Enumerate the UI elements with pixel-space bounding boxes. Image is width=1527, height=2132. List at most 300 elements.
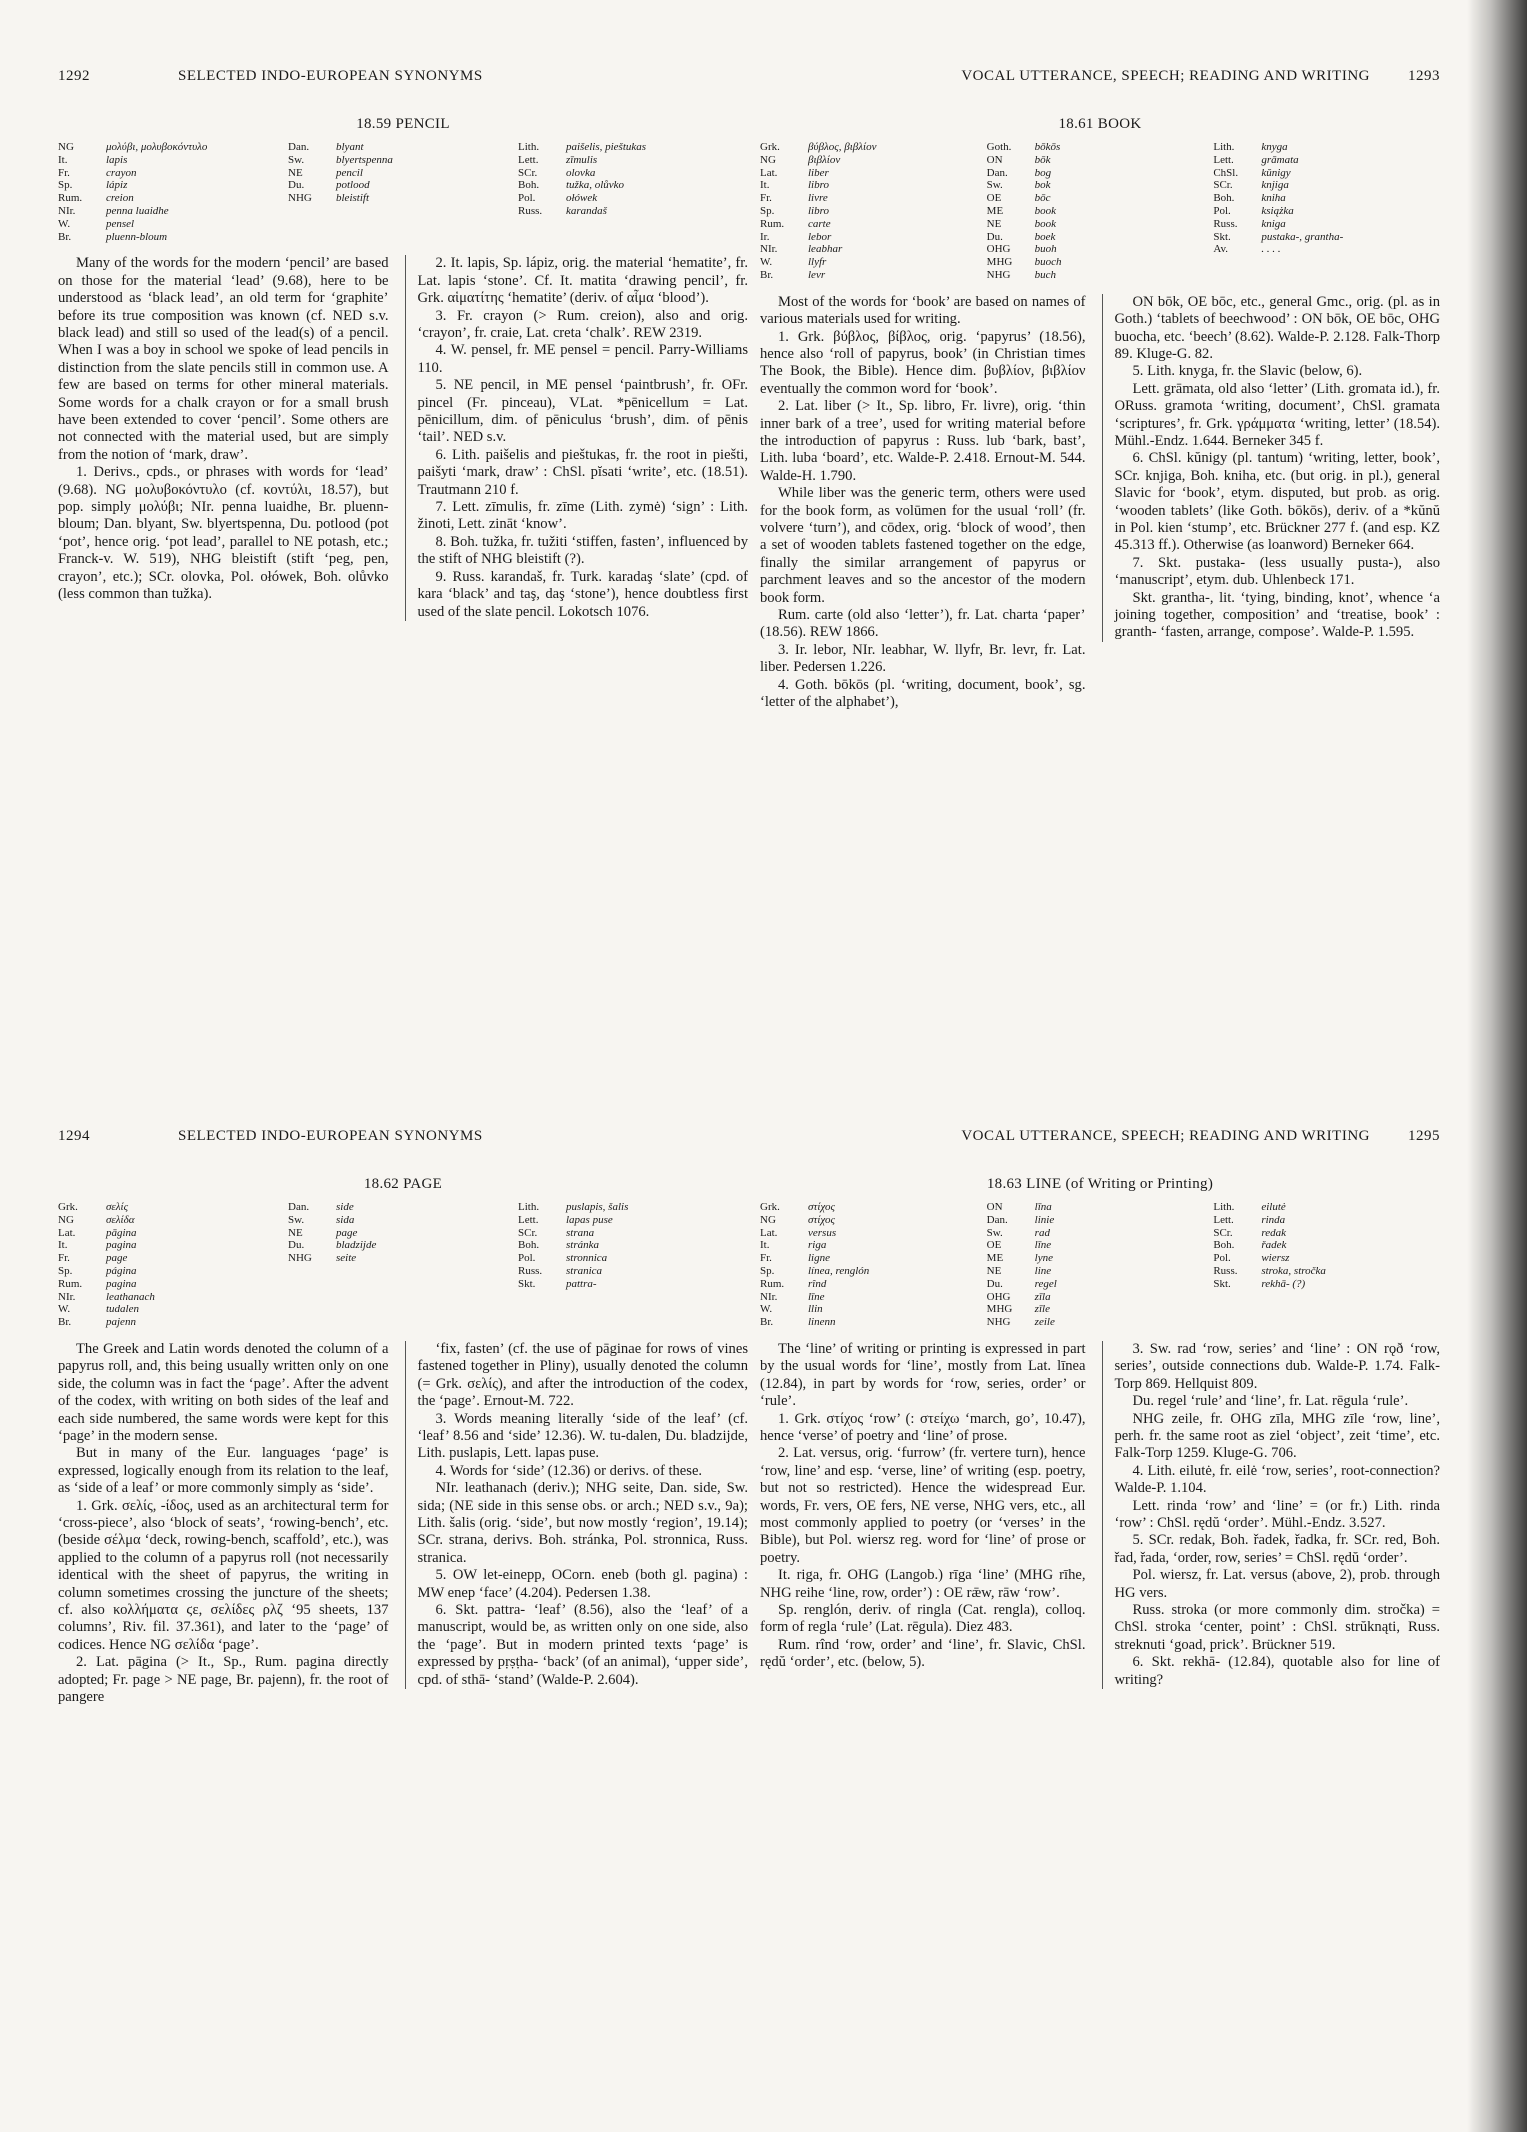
synonym-word: levr: [808, 268, 826, 281]
book-binding-shadow: [1467, 0, 1527, 2132]
synonym-word: pagina: [106, 1277, 137, 1290]
synonym-row: [1213, 1227, 1440, 1240]
synonym-row: [1213, 205, 1440, 218]
language-abbrev: SCr.: [518, 1226, 538, 1239]
synonym-word: pluenn-bloum: [106, 230, 168, 243]
synonym-row: [58, 231, 288, 244]
language-abbrev: Lith.: [1213, 1201, 1235, 1213]
synonym-column: [1213, 1201, 1440, 1329]
synonym-word: redak: [1261, 1226, 1286, 1239]
language-abbrev: Sp.: [760, 204, 775, 217]
paragraph: 5. Lith. knyga, fr. the Slavic (below, 6).: [1132, 363, 1363, 380]
section-title: 18.63 LINE (of Writing or Printing): [986, 1176, 1214, 1192]
paragraph: 4. Words for ‘side’ (12.36) or derivs. of these.: [435, 1462, 703, 1479]
text-column-right: [1102, 294, 1441, 642]
section-title: 18.62 PAGE: [363, 1176, 443, 1192]
language-abbrev: Sp.: [760, 1264, 775, 1277]
language-abbrev: Pol.: [518, 1252, 536, 1265]
synonym-row: [760, 192, 987, 205]
synonym-word: ołówek: [566, 192, 598, 205]
page-number: 1294: [58, 1128, 90, 1144]
synonym-word: lyne: [1034, 1252, 1053, 1265]
synonym-word: llyfr: [808, 256, 827, 269]
language-abbrev: Boh.: [1213, 192, 1235, 205]
language-abbrev: OE: [986, 192, 1002, 205]
synonym-row: [518, 1201, 748, 1214]
synonym-word: penna luaidhe: [106, 204, 169, 217]
synonym-word: pāgina: [106, 1226, 137, 1239]
paragraph: 3. Sw. rad ‘row, series’ and ‘line’ : ON rǫð ‘row, series’, outside connections dub. Walde-P. 1.74. Falk-Torp 869. Hellquist 809.: [1114, 1340, 1440, 1392]
paragraph: 3. Words meaning literally ‘side of the leaf’ (cf. ‘leaf’ 8.56 and ‘side’ 12.36). W. tu-dalen, Du. bladzijde, Lith. puslapis, Lett. lapas puse.: [417, 1410, 748, 1462]
synonym-word: riga: [808, 1239, 827, 1252]
synonym-word: lapis: [106, 153, 128, 166]
paragraph: 6. Skt. pattra- ‘leaf’ (8.56), also the ‘leaf’ of a manuscript, would be, as written only on one side, also the ‘page’. But in modern printed texts ‘page’ is expressed by pṛṣṭha- ‘back’ (of an animal), ‘upper side’, cpd. of sthā- ‘stand’ (Walde-P. 2.604).: [417, 1602, 748, 1688]
synonym-row: [760, 1252, 987, 1265]
synonym-word: kniha: [1261, 192, 1286, 205]
synonym-row: [288, 1201, 518, 1214]
paragraph: But in many of the Eur. languages ‘page’ is expressed, logically enough from its relation to the leaf, as ‘side of a leaf’ or more commonly simply as ‘side’.: [58, 1445, 389, 1497]
synonym-row: [518, 1214, 748, 1227]
paragraph: Sp. renglón, deriv. of ringla (Cat. rengla), colloq. form of regla ‘rule’ (Lat. rēgula). Diez 483.: [760, 1602, 1086, 1636]
language-abbrev: SCr.: [1213, 179, 1233, 192]
synonym-word: buoh: [1034, 243, 1057, 256]
synonym-column: [987, 141, 1214, 282]
language-abbrev: NHG: [986, 1316, 1011, 1329]
synonym-word: ligne: [808, 1252, 830, 1265]
language-abbrev: Sp.: [58, 1264, 73, 1277]
synonym-word: kniga: [1261, 217, 1286, 230]
synonym-word: bōk: [1034, 153, 1051, 166]
synonym-word: σελίς: [106, 1201, 129, 1213]
language-abbrev: NG: [58, 1213, 74, 1226]
language-abbrev: NIr.: [58, 204, 76, 217]
language-abbrev: Boh.: [518, 1239, 540, 1252]
synonym-row: [58, 1201, 288, 1214]
synonym-word: rad: [1034, 1226, 1050, 1239]
synonym-word: leathanach: [106, 1290, 155, 1303]
language-abbrev: Fr.: [760, 192, 772, 205]
language-abbrev: NIr.: [58, 1290, 76, 1303]
synonym-word: linenn: [808, 1316, 836, 1329]
language-abbrev: Rum.: [58, 1277, 83, 1290]
synonym-row: [1213, 1265, 1440, 1278]
synonym-word: buch: [1034, 268, 1057, 281]
paragraph: NIr. leathanach (deriv.); NHG seite, Dan. side, Sw. sida; (NE side in this sense obs. or arch.; NED s.v., 9a); Lith. šalis (orig. ‘side’, but now mostly ‘region’, 19.14); SCr. strana, derivs. Boh. stránka, Pol. stronnica, Russ. stranica.: [417, 1480, 748, 1566]
synonym-row: [518, 1278, 748, 1291]
paragraph: Lett. rinda ‘row’ and ‘line’ = (or fr.) Lith. rinda ‘row’ : ChSl. rędŭ ‘order’. Mühl.-Endz. 3.527.: [1114, 1497, 1440, 1532]
language-abbrev: NG: [760, 1213, 776, 1226]
synonym-word: line: [1034, 1264, 1052, 1277]
synonym-word: grāmata: [1261, 153, 1299, 166]
synonym-word: versus: [808, 1226, 837, 1239]
synonym-row: [58, 1278, 288, 1291]
synonym-row: [288, 167, 518, 180]
synonym-row: [760, 1214, 987, 1227]
synonym-word: page: [106, 1252, 128, 1265]
synonym-row: [1213, 1214, 1440, 1227]
synonym-row: [1213, 243, 1440, 256]
language-abbrev: NE: [986, 217, 1002, 230]
synonym-word: libro: [808, 179, 829, 192]
synonym-row: [518, 179, 748, 192]
synonym-word: eilutė: [1261, 1201, 1286, 1213]
synonym-word: strana: [566, 1226, 595, 1239]
language-abbrev: MHG: [986, 1303, 1013, 1316]
paragraph: 5. SCr. redak, Boh. řadek, řadka, fr. SCr. red, Boh. řad, řada, ‘order, row, series’ = ChSl. rędŭ ‘order’.: [1114, 1532, 1440, 1566]
text-column-left: [760, 294, 1086, 712]
synonym-row: [58, 141, 288, 154]
synonym-word: zīle: [1034, 1303, 1050, 1316]
paragraph: 7. Skt. pustaka- (less usually pusta-), also ‘manuscript’, etym. dub. Uhlenbeck 171.: [1114, 554, 1440, 589]
synonym-word: zīmulis: [566, 153, 598, 166]
language-abbrev: Grk.: [760, 1201, 780, 1213]
synonym-row: [518, 1239, 748, 1252]
language-abbrev: Rum.: [760, 217, 785, 230]
synonym-word: libro: [808, 204, 829, 217]
language-abbrev: Av.: [1213, 243, 1229, 256]
language-abbrev: OHG: [986, 1290, 1011, 1303]
language-abbrev: Boh.: [1213, 1239, 1235, 1252]
synonym-row: [58, 1214, 288, 1227]
language-abbrev: Sw.: [288, 153, 305, 166]
synonym-row: [987, 269, 1214, 282]
synonym-row: [760, 1227, 987, 1240]
synonym-word: bok: [1034, 179, 1051, 192]
synonym-column: [1213, 141, 1440, 282]
synonym-row: [518, 1252, 748, 1265]
synonym-word: kŭnigy: [1261, 166, 1291, 179]
language-abbrev: It.: [58, 1239, 68, 1252]
language-abbrev: ME: [986, 1252, 1004, 1265]
synonym-row: [518, 167, 748, 180]
language-abbrev: OE: [986, 1239, 1002, 1252]
paragraph: Most of the words for ‘book’ are based on names of various materials used for writing.: [760, 293, 1086, 328]
synonym-row: [1213, 1239, 1440, 1252]
synonym-table: [760, 1201, 1440, 1329]
synonym-row: [987, 179, 1214, 192]
synonym-word: στίχος: [808, 1213, 835, 1226]
synonym-word: στίχος: [808, 1201, 835, 1213]
language-abbrev: Skt.: [1213, 1277, 1231, 1290]
synonym-word: carte: [808, 217, 831, 230]
language-abbrev: ChSl.: [1213, 166, 1239, 179]
synonym-table: [760, 141, 1440, 282]
synonym-column: [58, 1201, 288, 1329]
synonym-word: zeile: [1034, 1316, 1055, 1329]
language-abbrev: Lith.: [1213, 141, 1235, 153]
synonym-word: blyertspenna: [336, 153, 393, 166]
synonym-row: [518, 1265, 748, 1278]
synonym-word: buoch: [1034, 256, 1062, 269]
body-text: [58, 255, 748, 621]
language-abbrev: Lat.: [760, 166, 778, 179]
text-column-right: [405, 1341, 749, 1689]
language-abbrev: W.: [760, 1303, 773, 1316]
language-abbrev: NE: [986, 1264, 1002, 1277]
language-abbrev: Du.: [986, 1277, 1003, 1290]
synonym-row: [760, 167, 987, 180]
synonym-row: [58, 218, 288, 231]
synonym-row: [1213, 167, 1440, 180]
running-head: VOCAL UTTERANCE, SPEECH; READING AND WRITING: [961, 68, 1370, 84]
language-abbrev: NIr.: [760, 243, 778, 256]
paragraph: 7. Lett. zīmulis, fr. zīme (Lith. zymė) ‘sign’ : Lith. žinoti, Lett. zināt ‘know’.: [417, 499, 748, 533]
paragraph: 5. NE pencil, in ME pensel ‘paintbrush’, fr. OFr. pincel (Fr. pinceau), VLat. *pēnicellum = Lat. pēnicillum, dim. of pēniculus ‘brush’, dim. of pēnis ‘tail’. NED s.v.: [417, 377, 748, 446]
page-header: [58, 1128, 748, 1150]
paragraph: 3. Ir. lebor, NIr. leabhar, W. llyfr, Br. levr, fr. Lat. liber. Pedersen 1.226.: [760, 641, 1086, 676]
paragraph: Many of the words for the modern ‘pencil’ are based on those for the material ‘lead’ (9.68), here to be understood as ‘black lead’, an old term for ‘graphite’ before its true composition was known (cf. NED s.v. black lead) and still so used of the lead(s) of a pencil. When I was a boy in school we spoke of lead pencils in distinction from the slate pencils still in common use. A few are based on terms for other mineral materials. Some words for a chalk crayon or for a small brush have been extended to cover ‘pencil’. Some others are not connected with the material used, but are simply from the notion of ‘mark, draw’.: [58, 255, 389, 463]
synonym-row: [760, 218, 987, 231]
language-abbrev: NHG: [288, 1252, 312, 1265]
synonym-row: [987, 154, 1214, 167]
body-text: [760, 294, 1440, 712]
synonym-row: [760, 1316, 987, 1329]
synonym-row: [1213, 141, 1440, 154]
language-abbrev: OHG: [986, 243, 1011, 256]
synonym-word: book: [1034, 217, 1057, 230]
synonym-row: [760, 179, 987, 192]
synonym-word: side: [336, 1201, 354, 1213]
synonym-row: [987, 141, 1214, 154]
paragraph: Skt. grantha-, lit. ‘tying, binding, knot’, whence ‘a joining together, composition’ and ‘treatise, book’ : granth- ‘fasten, arrange, compose’. Walde-P. 1.595.: [1114, 589, 1440, 641]
page-header: [760, 68, 1440, 90]
language-abbrev: W.: [58, 1303, 71, 1316]
paragraph: ON bōk, OE bōc, etc., general Gmc., orig. (pl. as in Goth.) ‘tablets of beechwood’ : ON bōk, OE bōc, OHG buocha, etc. ‘beech’ (8.62). Walde-P. 2.128. Falk-Thorp 89. Kluge-G. 82.: [1114, 293, 1440, 362]
synonym-word: book: [1034, 204, 1057, 217]
synonym-word: leabhar: [808, 243, 843, 256]
synonym-row: [987, 192, 1214, 205]
synonym-word: sida: [336, 1213, 355, 1226]
synonym-word: zīla: [1034, 1290, 1051, 1303]
paragraph: 2. Lat. pāgina (> It., Sp., Rum. pagina directly adopted; Fr. page > NE page, Br. pajenn), fr. the root of pangere: [58, 1654, 389, 1706]
synonym-word: bōc: [1034, 192, 1051, 205]
language-abbrev: NE: [288, 166, 303, 179]
language-abbrev: Rum.: [58, 192, 83, 205]
synonym-table: [58, 1201, 748, 1329]
synonym-word: potlood: [336, 179, 370, 192]
synonym-row: [760, 1278, 987, 1291]
language-abbrev: MHG: [986, 256, 1013, 269]
running-head: VOCAL UTTERANCE, SPEECH; READING AND WRITING: [961, 1128, 1370, 1144]
language-abbrev: Br.: [58, 1316, 72, 1329]
language-abbrev: Ir.: [760, 230, 770, 243]
language-abbrev: Goth.: [986, 141, 1012, 153]
paragraph: 9. Russ. karandaš, fr. Turk. karadaş ‘slate’ (cpd. of kara ‘black’ and taş, daş ‘stone’), hence doubtless first used of the slate pencil. Lokotsch 1076.: [417, 568, 748, 620]
page-1294: [58, 1128, 748, 1707]
synonym-row: [518, 1227, 748, 1240]
synonym-word: bleistift: [336, 192, 369, 205]
synonym-row: [288, 141, 518, 154]
synonym-column: [288, 141, 518, 243]
language-abbrev: NG: [760, 153, 776, 166]
synonym-row: [288, 192, 518, 205]
paragraph: 4. W. pensel, fr. ME pensel = pencil. Parry-Williams 110.: [417, 342, 748, 376]
language-abbrev: Fr.: [58, 1252, 70, 1265]
synonym-word: liber: [808, 166, 829, 179]
synonym-row: [987, 1227, 1214, 1240]
synonym-word: bog: [1034, 166, 1052, 179]
synonym-word: tudalen: [106, 1303, 139, 1316]
language-abbrev: NE: [288, 1226, 303, 1239]
synonym-row: [987, 243, 1214, 256]
synonym-row: [288, 154, 518, 167]
language-abbrev: Lith.: [518, 141, 540, 153]
synonym-table: [58, 141, 748, 243]
language-abbrev: Sw.: [288, 1213, 305, 1226]
synonym-row: [288, 1239, 518, 1252]
synonym-row: [1213, 179, 1440, 192]
paragraph: It. riga, fr. OHG (Langob.) rīga ‘line’ (MHG rīhe, NHG reihe ‘line, row, order’) : OE rǣw, rāw ‘row’.: [760, 1567, 1086, 1601]
language-abbrev: It.: [58, 153, 68, 166]
synonym-word: blyant: [336, 141, 364, 153]
language-abbrev: Dan.: [288, 1201, 310, 1213]
paragraph: Rum. rînd ‘row, order’ and ‘line’, fr. Slavic, ChSl. rędŭ ‘order’, etc. (below, 5).: [760, 1636, 1086, 1671]
language-abbrev: NIr.: [760, 1290, 778, 1303]
synonym-word: linie: [1034, 1213, 1055, 1226]
synonym-row: [760, 141, 987, 154]
synonym-row: [518, 154, 748, 167]
synonym-row: [987, 1291, 1214, 1304]
synonym-row: [1213, 192, 1440, 205]
synonym-row: [288, 1214, 518, 1227]
paragraph: 4. Goth. bōkōs (pl. ‘writing, document, book’, sg. ‘letter of the alphabet’),: [760, 676, 1086, 711]
synonym-row: [760, 1265, 987, 1278]
text-column-left: [58, 255, 389, 603]
synonym-column: [58, 141, 288, 243]
language-abbrev: NHG: [288, 192, 312, 205]
synonym-word: līne: [1034, 1239, 1052, 1252]
synonym-row: [58, 1303, 288, 1316]
language-abbrev: Du.: [288, 1239, 305, 1252]
synonym-word: pagina: [106, 1239, 137, 1252]
synonym-row: [1213, 231, 1440, 244]
page-1292: [58, 68, 748, 621]
synonym-row: [1213, 1201, 1440, 1214]
language-abbrev: NHG: [986, 268, 1011, 281]
language-abbrev: W.: [760, 256, 773, 269]
text-column-left: [760, 1341, 1086, 1672]
language-abbrev: Russ.: [1213, 217, 1238, 230]
synonym-word: lapas puse: [566, 1213, 613, 1226]
paragraph: 2. Lat. liber (> It., Sp. libro, Fr. livre), orig. ‘thin inner bark of a tree’, used for writing material before the introduction of papyrus : Russ. lub ‘bark, bast’, Lith. luba ‘board’, etc. Walde-P. 2.418. Ernout-M. 544. Walde-H. 1.790.: [760, 398, 1086, 484]
paragraph: While liber was the generic term, others were used for the book form, as volūmen for the usual ‘roll’ (fr. volvere ‘turn’), and cōdex, orig. ‘block of wood’, then a set of wooden tablets fastened together on the edge, finally the similar arrangement of papyrus or parchment leaves and so the ancestor of the modern book form.: [760, 485, 1086, 606]
language-abbrev: Lett.: [1213, 1213, 1234, 1226]
synonym-row: [58, 1227, 288, 1240]
section-title: 18.61 BOOK: [1058, 116, 1142, 132]
language-abbrev: Br.: [760, 1316, 774, 1329]
synonym-column: [288, 1201, 518, 1329]
synonym-row: [760, 243, 987, 256]
synonym-row: [760, 205, 987, 218]
language-abbrev: Skt.: [1213, 230, 1231, 243]
synonym-word: pattra-: [566, 1277, 597, 1290]
language-abbrev: Lat.: [58, 1226, 76, 1239]
paragraph: ‘fix, fasten’ (cf. the use of pāginae for rows of vines fastened together in Pliny), usually denoted the column (= Grk. σελίς), and after the introduction of the codex, the ‘page’. Ernout-M. 722.: [417, 1340, 748, 1410]
page-header: [760, 1128, 1440, 1150]
language-abbrev: Lett.: [518, 1213, 539, 1226]
synonym-word: βύβλος, βιβλίον: [808, 141, 877, 153]
synonym-row: [987, 231, 1214, 244]
paragraph: 1. Grk. στίχος ‘row’ (: στείχω ‘march, go’, 10.47), hence ‘verse’ of poetry and ‘line’ of prose.: [760, 1410, 1086, 1444]
paragraph: The Greek and Latin words denoted the column of a papyrus roll, and, this being usually written only on one side, the column was in fact the ‘page’. After the advent of the codex, with writing on both sides of the leaf and each side numbered, the same words were kept for this ‘page’ in the modern sense.: [58, 1340, 389, 1444]
synonym-word: książka: [1261, 204, 1294, 217]
synonym-word: līna: [1034, 1201, 1052, 1213]
paragraph: Pol. wiersz, fr. Lat. versus (above, 2), prob. through HG vers.: [1114, 1567, 1440, 1601]
language-abbrev: Sw.: [986, 179, 1003, 192]
synonym-word: livre: [808, 192, 828, 205]
synonym-row: [760, 1201, 987, 1214]
language-abbrev: Rum.: [760, 1277, 785, 1290]
synonym-word: knjiga: [1261, 179, 1289, 192]
synonym-word: olovka: [566, 166, 596, 179]
language-abbrev: Du.: [288, 179, 305, 192]
language-abbrev: Lett.: [518, 153, 539, 166]
language-abbrev: Russ.: [518, 204, 543, 217]
paragraph: 2. It. lapis, Sp. lápiz, orig. the material ‘hematite’, fr. Lat. lapis ‘stone’. Cf. It. matita ‘drawing pencil’, fr. Grk. αἱματίτης ‘hematite’ (deriv. of αἷμα ‘blood’).: [417, 255, 748, 307]
synonym-row: [1213, 1278, 1440, 1291]
synonym-word: . . . .: [1261, 243, 1281, 256]
language-abbrev: Dan.: [986, 166, 1008, 179]
page-number: 1292: [58, 68, 90, 84]
paragraph: 6. Lith. paišelis and pieštukas, fr. the root in piešti, paišyti ‘mark, draw’ : ChSl. pĭsati ‘write’, etc. (18.51). Trautmann 210 f.: [417, 446, 748, 498]
synonym-word: řadek: [1261, 1239, 1287, 1252]
synonym-word: μολύβι, μολυβοκόντυλο: [106, 141, 208, 153]
body-text: [760, 1341, 1440, 1689]
synonym-word: crayon: [106, 166, 137, 179]
synonym-column: [987, 1201, 1214, 1329]
synonym-row: [58, 179, 288, 192]
synonym-word: paišelis, pieštukas: [566, 141, 647, 153]
language-abbrev: Lat.: [760, 1226, 778, 1239]
synonym-row: [58, 192, 288, 205]
synonym-row: [58, 1252, 288, 1265]
language-abbrev: It.: [760, 1239, 770, 1252]
page-number: 1293: [1408, 68, 1440, 84]
language-abbrev: Pol.: [1213, 1252, 1231, 1265]
running-head: SELECTED INDO-EUROPEAN SYNONYMS: [178, 1128, 483, 1144]
paragraph: 8. Boh. tužka, fr. tužiti ‘stiffen, fasten’, influenced by the stift of NHG bleistift (?).: [417, 533, 748, 568]
synonym-row: [987, 1214, 1214, 1227]
paragraph: The ‘line’ of writing or printing is expressed in part by the usual words for ‘line’, mostly from Lat. līnea (12.84), in part by words for ‘row, series, order’ or ‘rule’.: [760, 1340, 1086, 1410]
text-column-right: [1102, 1341, 1441, 1689]
synonym-row: [518, 141, 748, 154]
body-text: [58, 1341, 748, 1707]
language-abbrev: Br.: [58, 230, 72, 243]
paragraph: Du. regel ‘rule’ and ‘line’, fr. Lat. rēgula ‘rule’.: [1132, 1393, 1409, 1410]
language-abbrev: NG: [58, 141, 74, 153]
synonym-word: página: [106, 1264, 137, 1277]
synonym-word: stránka: [566, 1239, 599, 1252]
synonym-row: [58, 167, 288, 180]
language-abbrev: Skt.: [518, 1277, 536, 1290]
synonym-row: [518, 205, 748, 218]
paragraph: 3. Fr. crayon (> Rum. creion), also and orig. ‘crayon’, fr. craie, Lat. creta ‘chalk’. REW 2319.: [417, 307, 748, 341]
synonym-row: [987, 1201, 1214, 1214]
synonym-word: creion: [106, 192, 134, 205]
synonym-word: līne: [808, 1290, 825, 1303]
synonym-row: [58, 1265, 288, 1278]
language-abbrev: Sw.: [986, 1226, 1003, 1239]
synonym-word: bōkōs: [1034, 141, 1061, 153]
synonym-row: [58, 1316, 288, 1329]
paragraph: 1. Grk. βύβλος, βίβλος, orig. ‘papyrus’ (18.56), hence also ‘roll of papyrus, book’ (in Christian times The Book, the Bible). Hence dim. βυβλίον, βιβλίον eventually the common word for ‘book’.: [760, 328, 1086, 397]
text-column-left: [58, 1341, 389, 1707]
synonym-row: [58, 205, 288, 218]
synonym-row: [288, 1227, 518, 1240]
synonym-word: pajenn: [106, 1316, 136, 1329]
page-1295: [760, 1128, 1440, 1689]
synonym-word: stroka, stročka: [1261, 1264, 1326, 1277]
